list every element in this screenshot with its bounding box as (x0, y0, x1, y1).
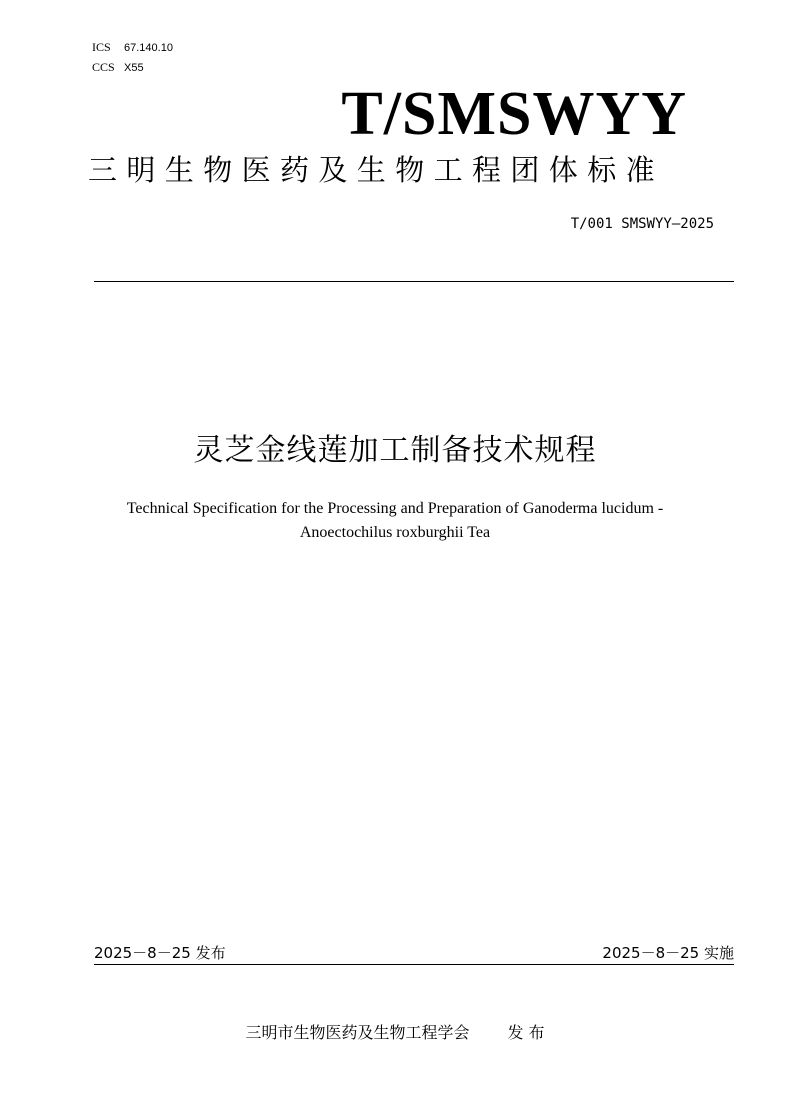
top-divider (94, 281, 734, 282)
ics-value: 67.140.10 (124, 42, 173, 54)
publisher-name: 三明市生物医药及生物工程学会 (245, 1023, 470, 1042)
document-number: T/001 SMSWYY—2025 (570, 216, 714, 232)
standard-brand: T/SMSWYY (341, 80, 687, 148)
publish-word: 发 布 (507, 1023, 545, 1042)
org-title: 三明生物医药及生物工程团体标准 (88, 153, 665, 187)
document-title-en (60, 497, 730, 545)
ccs-value: X55 (124, 62, 144, 74)
ccs-label: CCS (92, 60, 115, 74)
document-title-cn: 灵芝金线莲加工制备技术规程 (193, 433, 597, 468)
ics-row (92, 38, 173, 58)
publisher-line (0, 1020, 790, 1043)
title-en-line1: Technical Specification for the Processing and Preparation of Ganoderma lucidum - (126, 500, 664, 517)
bottom-divider (94, 964, 734, 965)
effective-date: 2025－8－25 实施 (602, 944, 734, 962)
ccs-row (92, 58, 173, 78)
publish-date: 2025－8－25 发布 (94, 944, 226, 962)
ics-label: ICS (92, 40, 111, 54)
classification-block (92, 38, 173, 78)
title-en-line2: Anoectochilus roxburghii Tea (299, 524, 491, 541)
